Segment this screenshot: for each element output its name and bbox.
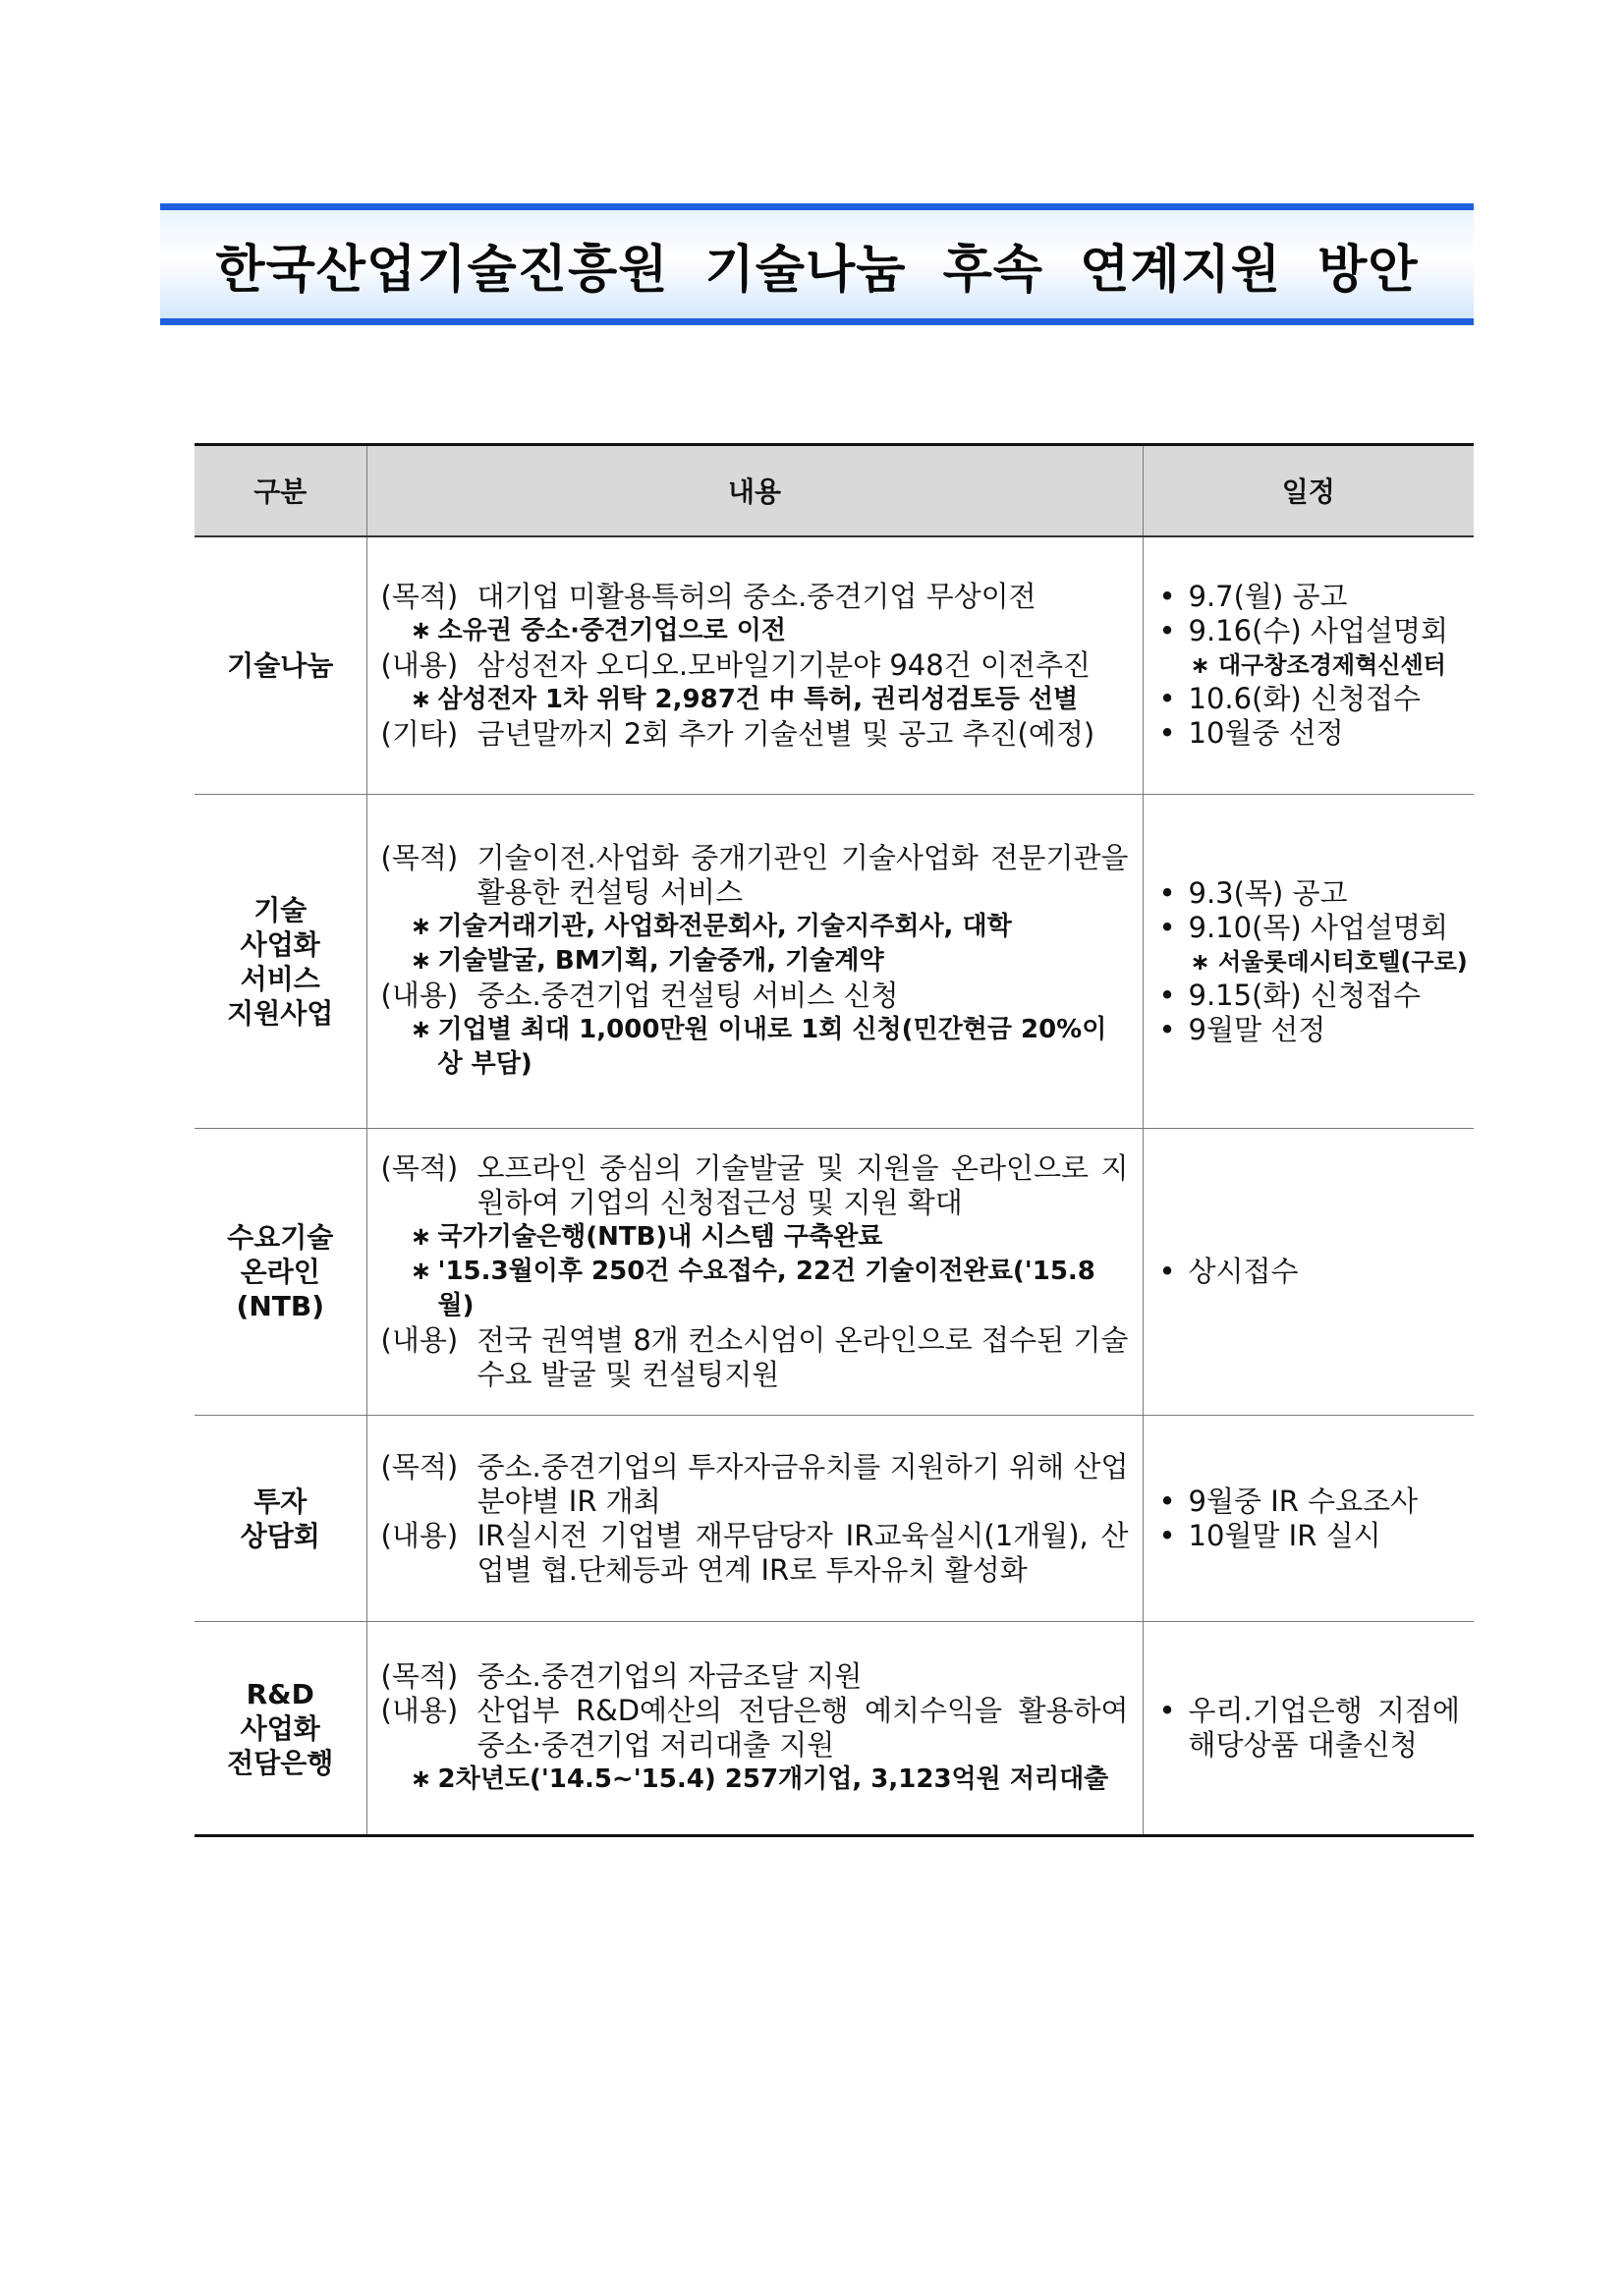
content-item-label: (내용) xyxy=(380,1323,459,1357)
row-schedule xyxy=(1143,795,1474,1129)
category-line: 전담은행 xyxy=(227,1746,334,1779)
bullet-icon: • xyxy=(1158,875,1176,910)
content-item-label: (내용) xyxy=(380,979,459,1012)
content-item-text: 오프라인 중심의 기술발굴 및 지원을 온라인으로 지원하여 기업의 신청접근성 및 지원 확대 xyxy=(476,1151,1129,1219)
header-schedule: 일정 xyxy=(1143,445,1474,536)
schedule-item xyxy=(1159,979,1461,1013)
category-line: 상담회 xyxy=(240,1519,320,1552)
category-line: 기술 xyxy=(253,893,308,926)
table-row xyxy=(195,1622,1474,1836)
schedule-item-text: 9.7(월) 공고 xyxy=(1188,580,1348,614)
bullet-icon: • xyxy=(1158,1484,1176,1518)
title-banner xyxy=(160,203,1474,325)
schedule-item xyxy=(1159,614,1461,648)
schedule-item-text: 9.15(화) 신청접수 xyxy=(1188,978,1421,1012)
content-item-label: (목적) xyxy=(380,1151,459,1185)
content-item xyxy=(381,1450,1129,1519)
category-line: 투자 xyxy=(253,1484,308,1518)
schedule-item-text: 9월중 IR 수요조사 xyxy=(1188,1484,1419,1518)
asterisk-icon: ∗ xyxy=(410,684,432,714)
schedule-item-text: 9.16(수) 사업설명회 xyxy=(1188,614,1449,648)
row-category xyxy=(195,1416,366,1622)
content-note xyxy=(381,614,1129,648)
content-item xyxy=(381,1151,1129,1220)
row-content xyxy=(366,1622,1143,1836)
header-category: 구분 xyxy=(195,445,366,536)
content-item xyxy=(381,1694,1129,1763)
schedule-item xyxy=(1159,911,1461,945)
schedule-item xyxy=(1159,716,1461,751)
category-line: 수요기술 xyxy=(227,1221,334,1254)
row-content xyxy=(366,1416,1143,1622)
schedule-note-text: 대구창조경제혁신센터 xyxy=(1217,651,1446,680)
content-note-text: 삼성전자 1차 위탁 2,987건 中 특허, 권리성검토등 선별 xyxy=(437,684,1079,714)
asterisk-icon: ∗ xyxy=(410,1015,432,1044)
row-category xyxy=(195,536,366,795)
schedule-note xyxy=(1159,648,1461,682)
content-item xyxy=(381,580,1129,614)
schedule-item xyxy=(1159,1694,1461,1763)
schedule-item-text: 9월말 선정 xyxy=(1188,1012,1326,1046)
schedule-item xyxy=(1159,682,1461,716)
content-item-text: IR실시전 기업별 재무담당자 IR교육실시(1개월), 산업별 협.단체등과 연계 IR로 투자유치 활성화 xyxy=(476,1518,1129,1587)
content-note-text: 국가기술은행(NTB)내 시스템 구축완료 xyxy=(437,1222,883,1252)
row-schedule xyxy=(1143,1416,1474,1622)
asterisk-icon: ∗ xyxy=(1190,947,1218,976)
category-line: 사업화 xyxy=(240,927,320,961)
category-line: 기술나눔 xyxy=(227,648,334,682)
content-item xyxy=(381,841,1129,910)
content-item-label: (기타) xyxy=(380,716,459,751)
content-note xyxy=(381,1255,1129,1323)
row-schedule xyxy=(1143,536,1474,795)
schedule-item-text: 10.6(화) 신청접수 xyxy=(1188,682,1421,716)
page-title: 한국산업기술진흥원 기술나눔 후속 연계지원 방안 xyxy=(215,240,1419,300)
bullet-icon: • xyxy=(1158,580,1176,614)
bullet-icon: • xyxy=(1158,1694,1176,1727)
schedule-item xyxy=(1159,876,1461,911)
content-note xyxy=(381,683,1129,717)
table-header-row xyxy=(195,445,1474,536)
content-note-text: 기술발굴, BM기획, 기술중개, 기술계약 xyxy=(437,946,884,976)
category-line: (NTB) xyxy=(236,1290,324,1322)
content-note-text: 기업별 최대 1,000만원 이내로 1회 신청(민간현금 20%이상 부담) xyxy=(437,1015,1107,1079)
schedule-item xyxy=(1159,1013,1461,1047)
table-row xyxy=(195,1129,1474,1416)
category-line: 사업화 xyxy=(240,1711,320,1745)
support-plan-table xyxy=(195,443,1474,1837)
content-item-text: 대기업 미활용특허의 중소.중견기업 무상이전 xyxy=(476,579,1036,613)
content-item xyxy=(381,717,1129,752)
row-schedule xyxy=(1143,1622,1474,1836)
content-item xyxy=(381,979,1129,1013)
content-note-text: 소유권 중소·중견기업으로 이전 xyxy=(437,615,786,645)
asterisk-icon: ∗ xyxy=(410,912,432,941)
category-line: 지원사업 xyxy=(227,996,334,1030)
content-item-text: 전국 권역별 8개 컨소시엄이 온라인으로 접수된 기술수요 발굴 및 컨설팅지원 xyxy=(476,1323,1129,1391)
content-item xyxy=(381,1323,1129,1392)
content-item-text: 기술이전.사업화 중개기관인 기술사업화 전문기관을 활용한 컨설팅 서비스 xyxy=(476,841,1129,909)
category-line: 서비스 xyxy=(240,962,320,995)
asterisk-icon: ∗ xyxy=(410,1764,432,1794)
asterisk-icon: ∗ xyxy=(410,1257,432,1286)
category-line: 온라인 xyxy=(240,1256,320,1288)
schedule-item xyxy=(1159,1255,1461,1289)
content-item xyxy=(381,648,1129,683)
content-note-text: 기술거래기관, 사업화전문회사, 기술지주회사, 대학 xyxy=(437,912,1012,941)
asterisk-icon: ∗ xyxy=(410,946,432,976)
table-row xyxy=(195,1416,1474,1622)
asterisk-icon: ∗ xyxy=(410,1222,432,1252)
content-item-label: (내용) xyxy=(380,647,459,682)
row-content xyxy=(366,1129,1143,1416)
schedule-item-text: 9.10(목) 사업설명회 xyxy=(1188,910,1449,944)
asterisk-icon: ∗ xyxy=(410,615,432,645)
bullet-icon: • xyxy=(1158,682,1176,716)
content-note xyxy=(381,1013,1129,1082)
row-content xyxy=(366,795,1143,1129)
table-row xyxy=(195,795,1474,1129)
asterisk-icon: ∗ xyxy=(1190,651,1218,680)
content-item xyxy=(381,1659,1129,1694)
bullet-icon: • xyxy=(1158,1255,1176,1288)
content-item-text: 산업부 R&D예산의 전담은행 예치수익을 활용하여 중소·중견기업 저리대출 지원 xyxy=(476,1694,1129,1762)
content-item-label: (목적) xyxy=(380,579,459,613)
category-line: R&D xyxy=(246,1677,314,1710)
content-item-text: 삼성전자 오디오.모바일기기분야 948건 이전추진 xyxy=(476,647,1091,682)
content-item-label: (내용) xyxy=(380,1694,459,1727)
schedule-note-text: 서울롯데시티호텔(구로) xyxy=(1217,947,1468,976)
bullet-icon: • xyxy=(1158,1518,1176,1552)
bullet-icon: • xyxy=(1158,716,1176,751)
content-note xyxy=(381,910,1129,944)
schedule-note xyxy=(1159,945,1468,979)
content-note xyxy=(381,1763,1129,1797)
schedule-item-text: 9.3(목) 공고 xyxy=(1188,875,1348,910)
schedule-item xyxy=(1159,1519,1461,1553)
content-item-text: 중소.중견기업 컨설팅 서비스 신청 xyxy=(476,979,899,1012)
bullet-icon: • xyxy=(1158,910,1176,944)
bullet-icon: • xyxy=(1158,1012,1176,1046)
content-note-text: '15.3월이후 250건 수요접수, 22건 기술이전완료('15.8월) xyxy=(437,1257,1095,1320)
row-category xyxy=(195,1129,366,1416)
schedule-item-text: 상시접수 xyxy=(1188,1255,1299,1288)
content-note xyxy=(381,1220,1129,1255)
table-row xyxy=(195,536,1474,795)
content-item-text: 중소.중견기업의 자금조달 지원 xyxy=(476,1659,863,1693)
content-item-text: 금년말까지 2회 추가 기술선별 및 공고 추진(예정) xyxy=(476,716,1095,751)
row-content xyxy=(366,536,1143,795)
content-item-text: 중소.중견기업의 투자자금유치를 지원하기 위해 산업분야별 IR 개최 xyxy=(476,1449,1129,1518)
row-category xyxy=(195,795,366,1129)
schedule-item xyxy=(1159,1484,1461,1519)
bullet-icon: • xyxy=(1158,978,1176,1012)
row-schedule xyxy=(1143,1129,1474,1416)
content-note-text: 2차년도('14.5~'15.4) 257개기업, 3,123억원 저리대출 xyxy=(437,1764,1109,1794)
bullet-icon: • xyxy=(1158,614,1176,648)
content-item xyxy=(381,1519,1129,1588)
schedule-item-text: 우리.기업은행 지점에 해당상품 대출신청 xyxy=(1188,1694,1460,1762)
header-content: 내용 xyxy=(366,445,1143,536)
content-item-label: (목적) xyxy=(380,1449,459,1484)
schedule-item-text: 10월말 IR 실시 xyxy=(1188,1518,1381,1552)
content-item-label: (목적) xyxy=(380,1659,459,1693)
content-item-label: (목적) xyxy=(380,841,459,874)
schedule-item-text: 10월중 선정 xyxy=(1188,716,1344,751)
content-note xyxy=(381,944,1129,979)
content-item-label: (내용) xyxy=(380,1518,459,1552)
row-category xyxy=(195,1622,366,1836)
schedule-item xyxy=(1159,580,1461,614)
